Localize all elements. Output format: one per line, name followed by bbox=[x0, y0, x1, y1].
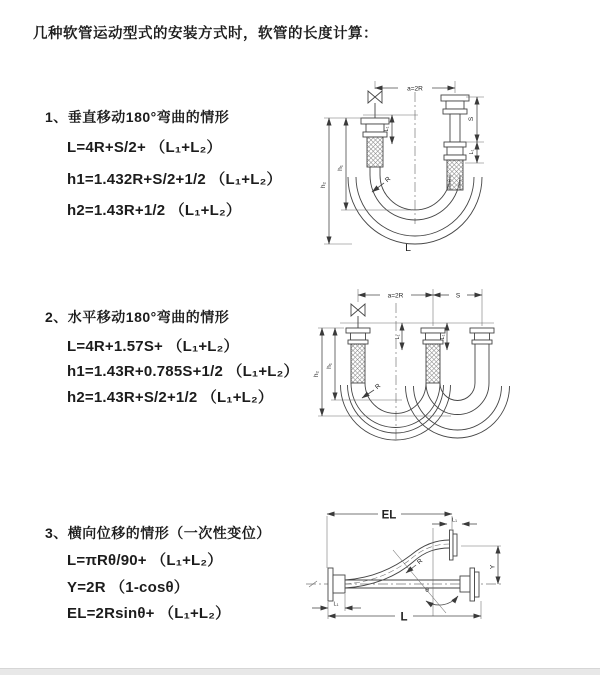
dim-label-l: L bbox=[400, 611, 408, 624]
dim-l1-right bbox=[465, 142, 484, 163]
left-flange bbox=[328, 568, 345, 601]
section-2-heading: 2、水平移动180°弯曲的情形 bbox=[45, 309, 230, 325]
right-fitting bbox=[441, 95, 469, 190]
dim-label-l1-left: L₁ bbox=[395, 334, 401, 340]
dim-label-y: Y bbox=[489, 564, 497, 570]
right-fitting bbox=[470, 328, 494, 344]
section-1-formula-h1: h1=1.432R+S/2+1/2 （L₁+L₂） bbox=[67, 171, 282, 188]
dim-a2r bbox=[375, 81, 455, 93]
dim-label-a2r: a=2R bbox=[387, 292, 404, 300]
dim-label-l1-mid: L₁ bbox=[440, 334, 446, 340]
dim-label-l1-bottom: L₁ bbox=[333, 601, 339, 608]
dim-label-s: S bbox=[455, 292, 461, 300]
section-1-formula-h2: h2=1.43R+1/2 （L₁+L₂） bbox=[67, 202, 242, 219]
diagram-vertical-180-bend bbox=[308, 68, 548, 258]
page-title: 几种软管运动型式的安装方式时，软管的长度计算： bbox=[33, 26, 378, 42]
scan-edge bbox=[0, 668, 600, 675]
dim-s bbox=[433, 289, 482, 326]
length-label: L bbox=[405, 242, 411, 254]
hose-u-bend-2 bbox=[406, 344, 510, 438]
section-1-formula-l: L=4R+S/2+ （L₁+L₂） bbox=[67, 139, 222, 156]
dim-label-el: EL bbox=[381, 509, 397, 522]
radius-label: R bbox=[383, 175, 393, 185]
upper-right-flange bbox=[450, 530, 458, 560]
angle-construction bbox=[393, 528, 458, 616]
dim-l1-top bbox=[432, 518, 477, 525]
lower-right-flange bbox=[460, 568, 479, 601]
angle-label: θ bbox=[425, 587, 429, 594]
dim-label-l1-right: L₁ bbox=[469, 149, 475, 155]
dim-h2 bbox=[320, 118, 352, 244]
radius-label: R bbox=[415, 557, 425, 567]
dim-label-h2: h₂ bbox=[320, 181, 327, 189]
dim-label-s: S bbox=[468, 116, 475, 122]
label-radius bbox=[372, 175, 392, 192]
diagram-horizontal-180-bend bbox=[308, 283, 548, 473]
section-3-formula-y: Y=2R （1-cosθ） bbox=[67, 579, 189, 596]
dim-l1-bottom bbox=[312, 594, 361, 611]
left-fitting bbox=[361, 118, 389, 167]
dim-label-a2r: a=2R bbox=[407, 85, 423, 93]
dim-s bbox=[466, 97, 484, 142]
section-3-heading: 3、横向位移的情形（一次性变位） bbox=[45, 525, 271, 541]
dim-l1-mid bbox=[440, 323, 447, 350]
hose-u-bend-1 bbox=[341, 383, 451, 440]
section-3-formula-l: L=πRθ/90+ （L₁+L₂） bbox=[67, 552, 223, 569]
hose-s-curve bbox=[345, 540, 450, 588]
dim-label-l1-top: L₁ bbox=[452, 517, 457, 524]
dim-a2r bbox=[358, 289, 433, 326]
dim-label-l1-left: L₁ bbox=[384, 126, 390, 132]
dim-label-h2: h₂ bbox=[313, 370, 320, 378]
dim-label-h1: h₁ bbox=[337, 165, 344, 171]
section-1-heading: 1、垂直移动180°弯曲的情形 bbox=[45, 109, 230, 125]
valve-icon bbox=[368, 91, 382, 118]
section-3-formula-el: EL=2Rsinθ+ （L₁+L₂） bbox=[67, 605, 231, 622]
section-2-formula-l: L=4R+1.57S+ （L₁+L₂） bbox=[67, 338, 239, 355]
left-fitting bbox=[346, 328, 370, 383]
section-2-formula-h2: h2=1.43R+S/2+1/2 （L₁+L₂） bbox=[67, 389, 274, 406]
radius-label: R bbox=[373, 382, 383, 392]
section-2-formula-h1: h1=1.43R+0.785S+1/2 （L₁+L₂） bbox=[67, 363, 299, 380]
diagram-lateral-displacement bbox=[298, 498, 598, 648]
dim-l bbox=[328, 601, 481, 624]
dim-label-h1: h₁ bbox=[326, 363, 333, 369]
valve-icon bbox=[351, 304, 365, 328]
